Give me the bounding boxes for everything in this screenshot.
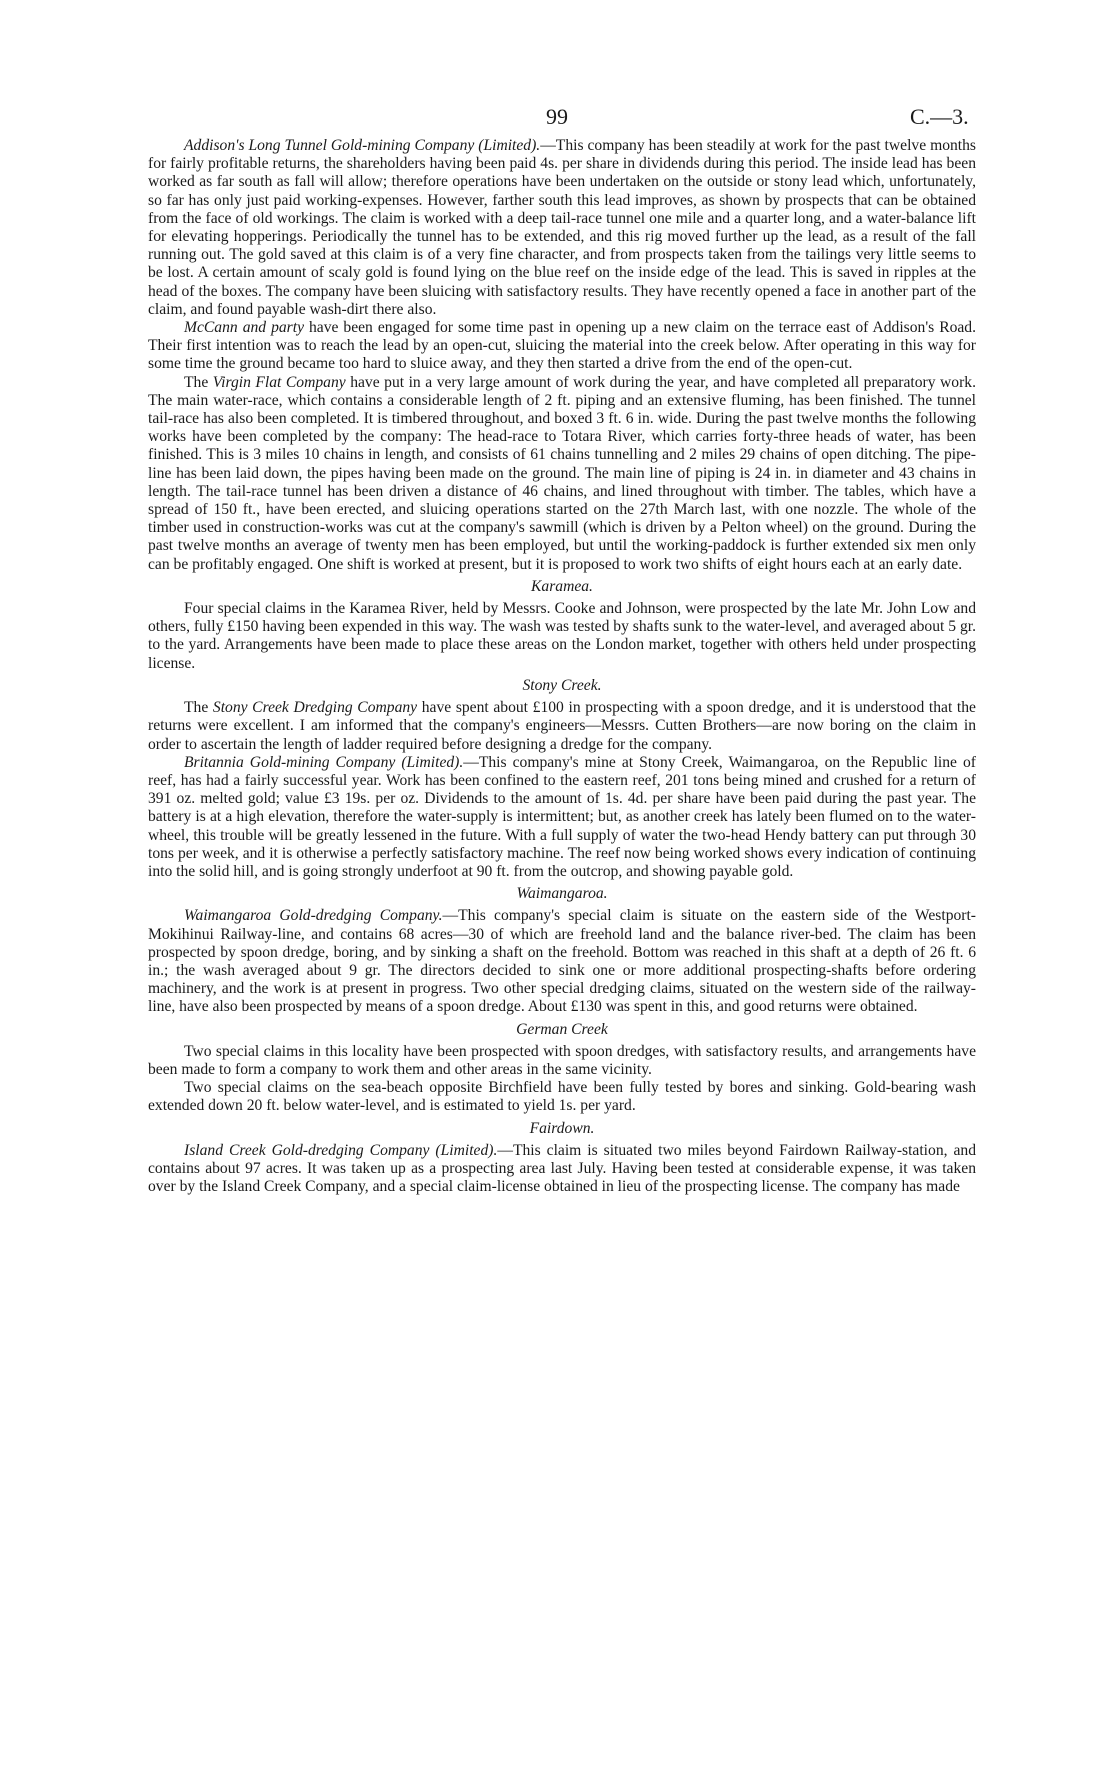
paragraph-lead: Island Creek Gold-dredging Company (Limited). [184,1141,498,1159]
paragraph-text: —This company has been steadily at work for the past twelve months for fairly profitable returns, the shareholders having been paid 4s. per share in dividends during this period. The inside lead has been worked as far south as fall will allow; therefore operations have been undertaken on the outside or stony lead which, unfortunately, so far has only just paid working-expenses. However, farther south this lead improves, as shown by prospects that can be obtained from the face of old workings. The claim is worked with a deep tail-race tunnel one mile and a quarter long, and a water-balance lift for elevating hopperings. Periodically the tunnel has to be extended, and this rig moved further up the lead, as a result of the fall running out. The gold saved at this claim is of a very fine character, and from prospects taken from the tailings very little seems to be lost. A certain amount of scaly gold is found lying on the blue reef on the inside edge of the lead. This is saved in ripples at the head of the boxes. The company have been sluicing with satisfactory results. They have recently opened a face in another part of the claim, and found payable wash-dirt there also. [148,137,976,318]
paragraph-lead: Virgin Flat Company [212,373,346,391]
paragraph-lead: Addison's Long Tunnel Gold-mining Company (Limited). [184,137,541,154]
paragraph-lead: McCann and party [184,319,304,337]
paragraph [148,907,976,1016]
paragraph-text: have spent about £100 in prospecting with a spoon dredge, and it is understood that the returns were excellent. I am informed that the company's engineers—Messrs. Cutten Brothers—are now boring on the claim in order to ascertain the length of ladder required before designing a dredge for the company. [148,699,976,753]
paragraph-text: —This claim is situated two miles beyond Fairdown Railway-station, and contains about 97 acres. It was taken up as a prospecting area last July. Having been tested at considerable expense, it was taken over by the Island Creek Company, and a special claim-license obtained in lieu of the prospecting license. The company has made [148,1141,976,1196]
section-heading: Fairdown. [529,1119,595,1137]
paragraph [148,1142,976,1197]
paragraph [148,1079,976,1115]
paragraph-text: have been engaged for some time past in opening up a new claim on the terrace east of Addison's Road. Their first intention was to reach the lead by an open-cut, sluicing the material into the creek below. After operating in this way for some time the ground became too hard to sluice away, and they then started a drive from the end of the open-cut. [148,319,977,373]
paragraph-text: —This company's mine at Stony Creek, Waimangaroa, on the Republic line of reef, has had a fairly successful year. Work has been confined to the eastern reef, 201 tons being mined and crushed for a return of 391 oz. melted gold; value £3 19s. per oz. Dividends to the amount of 1s. 4d. per share have been paid during the past year. The battery is at a high elevation, therefore the water-supply is intermittent; but, as another creek has lately been flumed on to the water-wheel, this trouble will be greatly lessened in the future. With a full supply of water the two-head Hendy battery can put through 30 tons per week, and it is otherwise a perfectly satisfactory machine. The reef now being worked shows every indication of continuing into the solid hill, and is going strongly underfoot at 90 ft. from the outcrop, and showing payable gold. [148,753,976,880]
paragraph-prefix: The [184,699,213,717]
paragraph [148,699,976,754]
page-number: 99 [546,104,568,129]
section-heading: German Creek [516,1020,608,1038]
paragraph-lead: Stony Creek Dredging Company [212,699,418,717]
document-body [148,137,976,1196]
section-heading: Karamea. [531,577,593,595]
page-header [0,104,1114,134]
paragraph [148,754,976,881]
paragraph [148,319,976,374]
paragraph [148,600,976,673]
paragraph [148,374,976,574]
paragraph-lead: Britannia Gold-mining Company (Limited). [184,753,464,771]
document-reference: C.—3. [910,104,969,129]
paragraph-text: —This company's special claim is situate on the eastern side of the Westport-Mokihinui Railway-line, and contains 68 acres—30 of which are freehold land and the balance river-bed. The claim has been prospected by spoon dredge, boring, and by sinking a shaft on the freehold. Bottom was reached in this shaft at a depth of 26 ft. 6 in.; the wash averaged about 9 gr. The directors decided to sink one or more additional prospecting-shafts before ordering machinery, and the work is at present in progress. Two other special dredging claims, situated on the western side of the railway-line, have also been prospected by means of a spoon dredge. About £130 was spent in this, and good returns were obtained. [148,907,977,1016]
paragraph-lead: Waimangaroa Gold-dredging Company. [184,907,443,925]
paragraph-text: Two special claims in this locality have been prospected with spoon dredges, with satisfactory results, and arrangements have been made to form a company to work them and other areas in the same vicinity. [148,1042,976,1078]
section-heading: Waimangaroa. [516,885,608,903]
paragraph [148,1043,976,1079]
paragraph-text: have put in a very large amount of work during the year, and have completed all preparatory work. The main water-race, which contains a considerable length of 2 ft. piping and an extensive fluming, has been finished. The tunnel tail-race has also been completed. It is timbered throughout, and boxed 3 ft. 6 in. wide. During the past twelve months the following works have been completed by the company: The head-race to Totara River, which carries forty-three heads of water, has been finished. This is 3 miles 10 chains in length, and consists of 61 chains tunnelling and 2 miles 29 chains of open ditching. The pipe-line has been laid down, the pipes having been made on the ground. The main line of piping is 24 in. in diameter and 43 chains in length. The tail-race tunnel has been driven a distance of 46 chains, and lined throughout with timber. The tables, which have a spread of 150 ft., have been erected, and sluicing operations started on the 27th March last, with one nozzle. The whole of the timber used in construction-works was cut at the company's sawmill (which is driven by a Pelton wheel) on the ground. During the past twelve months an average of twenty men has been employed, but until the working-paddock is further extended six men only can be profitably engaged. One shift is worked at present, but it is proposed to work two shifts of eight hours each at an early date. [148,373,976,573]
paragraph-text: Two special claims on the sea-beach opposite Birchfield have been fully tested by bores and sinking. Gold-bearing wash extended down 20 ft. below water-level, and is estimated to yield 1s. per yard. [148,1079,976,1115]
paragraph [148,137,976,319]
paragraph-prefix: The [184,373,213,391]
section-heading: Stony Creek. [522,676,602,694]
paragraph-text: Four special claims in the Karamea River, held by Messrs. Cooke and Johnson, were prospected by the late Mr. John Low and others, fully £150 having been expended in this way. The wash was tested by shafts sunk to the water-level, and averaged about 5 gr. to the yard. Arrangements have been made to place these areas on the London market, together with others held under prospecting license. [148,600,976,672]
